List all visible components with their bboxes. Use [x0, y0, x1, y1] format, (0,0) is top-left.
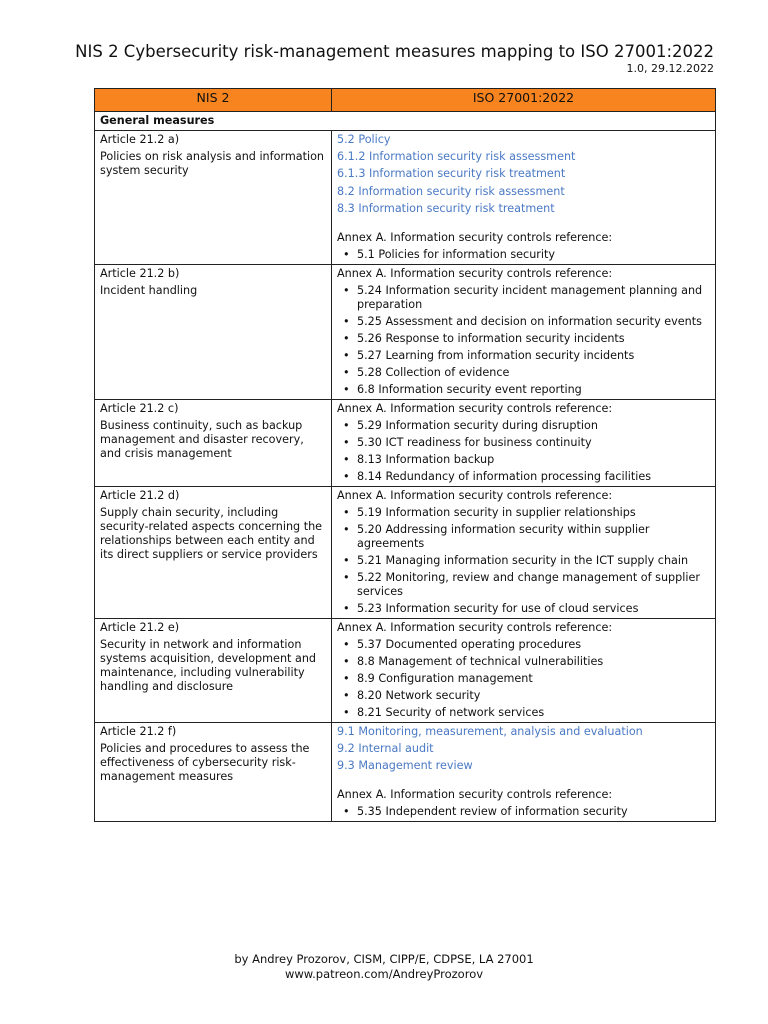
table-header-row — [95, 89, 716, 112]
iso-cell — [332, 618, 716, 722]
annex-label: Annex A. Information security controls reference: — [337, 488, 613, 502]
iso-cell — [332, 131, 716, 265]
column-header-iso: ISO 27001:2022 — [332, 89, 716, 112]
table-row — [95, 486, 716, 618]
article-description: Supply chain security, including security-related aspects concerning the relationships between each entity and its direct suppliers or service providers — [100, 505, 323, 561]
iso-clause-link[interactable]: 9.1 Monitoring, measurement, analysis and evaluation — [337, 724, 643, 738]
table-row — [95, 399, 716, 486]
annex-controls-list — [337, 638, 710, 720]
iso-clause-link[interactable]: 5.2 Policy — [337, 133, 391, 146]
annex-controls-list — [337, 805, 710, 819]
annex-control-item: • 6.8 Information security event reporting — [357, 383, 710, 397]
annex-controls-list — [337, 419, 710, 484]
article-ref: Article 21.2 b) — [100, 266, 180, 280]
annex-label: Annex A. Information security controls reference: — [337, 620, 613, 634]
column-header-nis2: NIS 2 — [95, 89, 332, 112]
annex-control-item: • 5.20 Addressing information security within supplier agreements — [357, 523, 710, 551]
nis2-cell — [95, 722, 332, 821]
annex-control-item: • 5.22 Monitoring, review and change management of supplier services — [357, 571, 710, 599]
article-description: Business continuity, such as backup management and disaster recovery, and crisis management — [100, 418, 304, 460]
footer-url[interactable]: www.patreon.com/AndreyProzorov — [284, 967, 484, 981]
annex-control-item: • 5.24 Information security incident management planning and preparation — [357, 284, 710, 312]
article-description: Incident handling — [100, 283, 198, 297]
article-ref: Article 21.2 e) — [100, 620, 180, 634]
annex-control-item: • 5.29 Information security during disruption — [357, 419, 710, 433]
annex-control-item: • 5.21 Managing information security in the ICT supply chain — [357, 554, 710, 568]
annex-control-item: • 5.19 Information security in supplier relationships — [357, 506, 710, 520]
annex-control-item: • 5.1 Policies for information security — [357, 248, 710, 262]
section-title: General measures — [95, 112, 716, 131]
article-ref: Article 21.2 c) — [100, 401, 179, 415]
footer-author: by Andrey Prozorov, CISM, CIPP/E, CDPSE, LA 27001 — [234, 952, 534, 966]
annex-control-item: • 8.9 Configuration management — [357, 672, 710, 686]
article-ref: Article 21.2 f) — [100, 724, 177, 738]
iso-clause-link[interactable]: 8.2 Information security risk assessment — [337, 184, 565, 198]
iso-clause-link[interactable]: 9.2 Internal audit — [337, 741, 434, 755]
article-description: Policies on risk analysis and information system security — [100, 150, 325, 177]
annex-control-item: • 5.26 Response to information security incidents — [357, 332, 710, 346]
annex-control-item: • 5.30 ICT readiness for business continuity — [357, 436, 710, 450]
annex-control-item: • 5.27 Learning from information security incidents — [357, 349, 710, 363]
nis2-cell — [95, 131, 332, 265]
iso-cell — [332, 486, 716, 618]
iso-clause-link[interactable]: 9.3 Management review — [337, 759, 473, 773]
article-description: Policies and procedures to assess the effectiveness of cybersecurity risk-management measures — [100, 741, 310, 783]
iso-cell — [332, 264, 716, 399]
annex-control-item: • 8.8 Management of technical vulnerabilities — [357, 655, 710, 669]
table-row — [95, 618, 716, 722]
annex-controls-list — [337, 248, 710, 262]
nis2-cell — [95, 618, 332, 722]
annex-control-item: • 8.14 Redundancy of information processing facilities — [357, 470, 710, 484]
table-row — [95, 722, 716, 821]
iso-cell — [332, 722, 716, 821]
annex-controls-list — [337, 506, 710, 616]
annex-control-item: • 5.37 Documented operating procedures — [357, 638, 710, 652]
annex-control-item: • 8.21 Security of network services — [357, 706, 710, 720]
table-row — [95, 131, 716, 265]
article-description: Security in network and information systems acquisition, development and maintenance, including vulnerability handling and disclosure — [100, 637, 317, 693]
nis2-cell — [95, 264, 332, 399]
annex-label: Annex A. Information security controls reference: — [337, 230, 613, 244]
mapping-table — [94, 88, 716, 822]
annex-label: Annex A. Information security controls reference: — [337, 401, 613, 415]
iso-clause-link[interactable]: 6.1.2 Information security risk assessment — [337, 150, 576, 164]
article-ref: Article 21.2 d) — [100, 488, 180, 502]
footer — [0, 952, 768, 982]
nis2-cell — [95, 486, 332, 618]
iso-clause-link[interactable]: 6.1.3 Information security risk treatment — [337, 167, 566, 181]
annex-control-item: • 5.28 Collection of evidence — [357, 366, 710, 380]
document-version: 1.0, 29.12.2022 — [626, 62, 714, 75]
article-ref: Article 21.2 a) — [100, 133, 180, 146]
annex-control-item: • 8.20 Network security — [357, 689, 710, 703]
annex-control-item: • 5.35 Independent review of information security — [357, 805, 710, 819]
section-row — [95, 112, 716, 131]
iso-clause-links — [337, 725, 710, 773]
annex-controls-list — [337, 284, 710, 397]
annex-label: Annex A. Information security controls reference: — [337, 266, 613, 280]
iso-cell — [332, 399, 716, 486]
table-row — [95, 264, 716, 399]
iso-clause-links — [337, 133, 710, 216]
nis2-cell — [95, 399, 332, 486]
annex-label: Annex A. Information security controls reference: — [337, 788, 613, 802]
annex-control-item: • 5.23 Information security for use of cloud services — [357, 602, 710, 616]
iso-clause-link[interactable]: 8.3 Information security risk treatment — [337, 201, 555, 215]
document-title: NIS 2 Cybersecurity risk-management measures mapping to ISO 27001:2022 — [75, 42, 714, 61]
annex-control-item: • 8.13 Information backup — [357, 453, 710, 467]
annex-control-item: • 5.25 Assessment and decision on information security events — [357, 315, 710, 329]
